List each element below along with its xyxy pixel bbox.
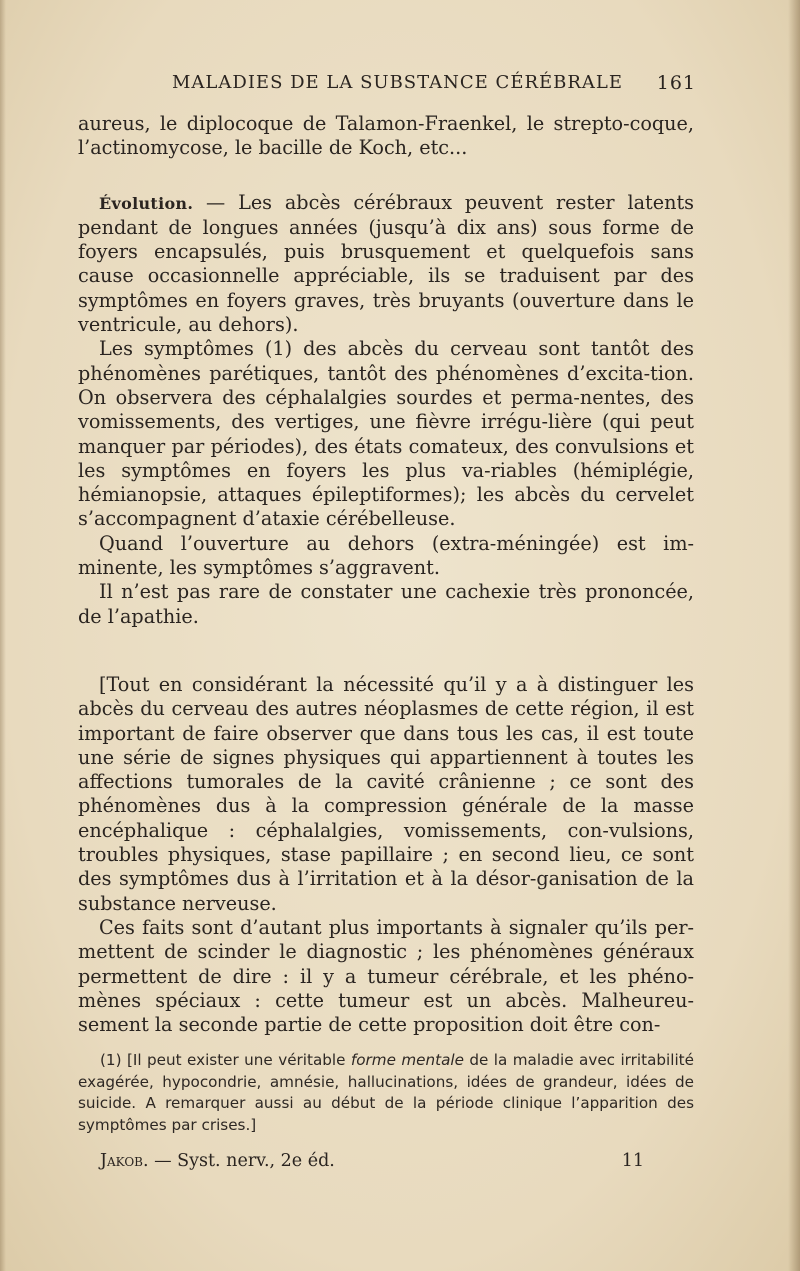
page-number: 161: [656, 72, 696, 94]
paragraph-distinction: [Tout en considérant la nécessité qu’il y a à distinguer les abcès du cerveau des autres néoplasmes de cette région, il est important de faire observer que dans tous les cas, il est toute une série de signes physiques qui appartiennent à toutes les affections tumorales de la cavité crânienne ; ce sont des phénomènes dus à la compression générale de la masse encéphalique : céphalalgies, vomissements, con-vulsions, troubles physiques, stase papillaire ; en second lieu, ce sont des symptômes dus à l’irritation et à la désor-ganisation de la substance nerveuse.: [78, 672, 694, 915]
section-heading-evolution: Évolution.: [99, 193, 194, 213]
paragraph-evolution-body: — Les abcès cérébraux peuvent rester latents pendant de longues années (jusqu’à dix ans) sous forme de foyers encapsulés, puis brusquement et quelquefois sans cause occasionnelle appréciable, ils se traduisent par des symptômes en foyers graves, très bruyants (ouverture dans le ventricule, au dehors).: [78, 190, 694, 337]
signature-mark: [100, 1151, 335, 1171]
footnote-text-end: de la maladie avec irritabilité exagérée, hypocondrie, amnésie, hallucinations, idées de grandeur, idées de suicide. A remarquer aussi au début de la période clinique l’apparition des symptômes par crises.]: [78, 1051, 694, 1134]
paragraph-cachexia: Il n’est pas rare de constater une cachexie très prononcée, de l’apathie.: [78, 580, 694, 628]
paragraph-opening: Quand l’ouverture au dehors (extra-méningée) est im-minente, les symptômes s’aggravent.: [78, 531, 694, 580]
page-right-edge: [788, 0, 800, 1271]
page-left-edge: [0, 0, 6, 1271]
running-header: [76, 72, 696, 98]
footnote-italic: forme mentale: [350, 1051, 464, 1069]
main-text: [78, 112, 694, 1037]
signature-number: 11: [621, 1151, 644, 1171]
footnote-text-start: (1) [Il peut exister une véritable: [100, 1051, 351, 1069]
paragraph-symptoms: Les symptômes (1) des abcès du cerveau sont tantôt des phénomènes parétiques, tantôt des phénomènes d’excita-tion. On observera des céphalalgies sourdes et perma-nentes, des vomissements, des vertiges, une fièvre irrégu-lière (qui peut manquer par périodes), des états comateux, des convulsions et les symptômes en foyers les plus va-riables (hémiplégie, hémianopsie, attaques épileptiformes); les abcès du cervelet s’accompagnent d’ataxie cérébelleuse.: [78, 337, 694, 531]
paragraph-evolution: [78, 191, 694, 338]
signature-text: — Syst. nerv., 2e éd.: [148, 1151, 335, 1171]
running-title: MALADIES DE LA SUBSTANCE CÉRÉBRALE: [172, 72, 624, 93]
paragraph-diagnosis: Ces faits sont d’autant plus importants à signaler qu’ils per-mettent de scinder le diagnostic ; les phénomènes généraux permettent de dire : il y a tumeur cérébrale, et les phéno-mènes spéciaux : cette tumeur est un abcès. Malheureu-sement la seconde partie de cette proposition doit être con-: [78, 915, 694, 1037]
signature-author: Jakob.: [100, 1151, 149, 1171]
paragraph-1: aureus, le diplocoque de Talamon-Fraenkel, le strepto-coque, l’actinomycose, le bacille de Koch, etc...: [78, 112, 694, 160]
signature-line: [100, 1151, 644, 1175]
footnote: [78, 1050, 694, 1136]
